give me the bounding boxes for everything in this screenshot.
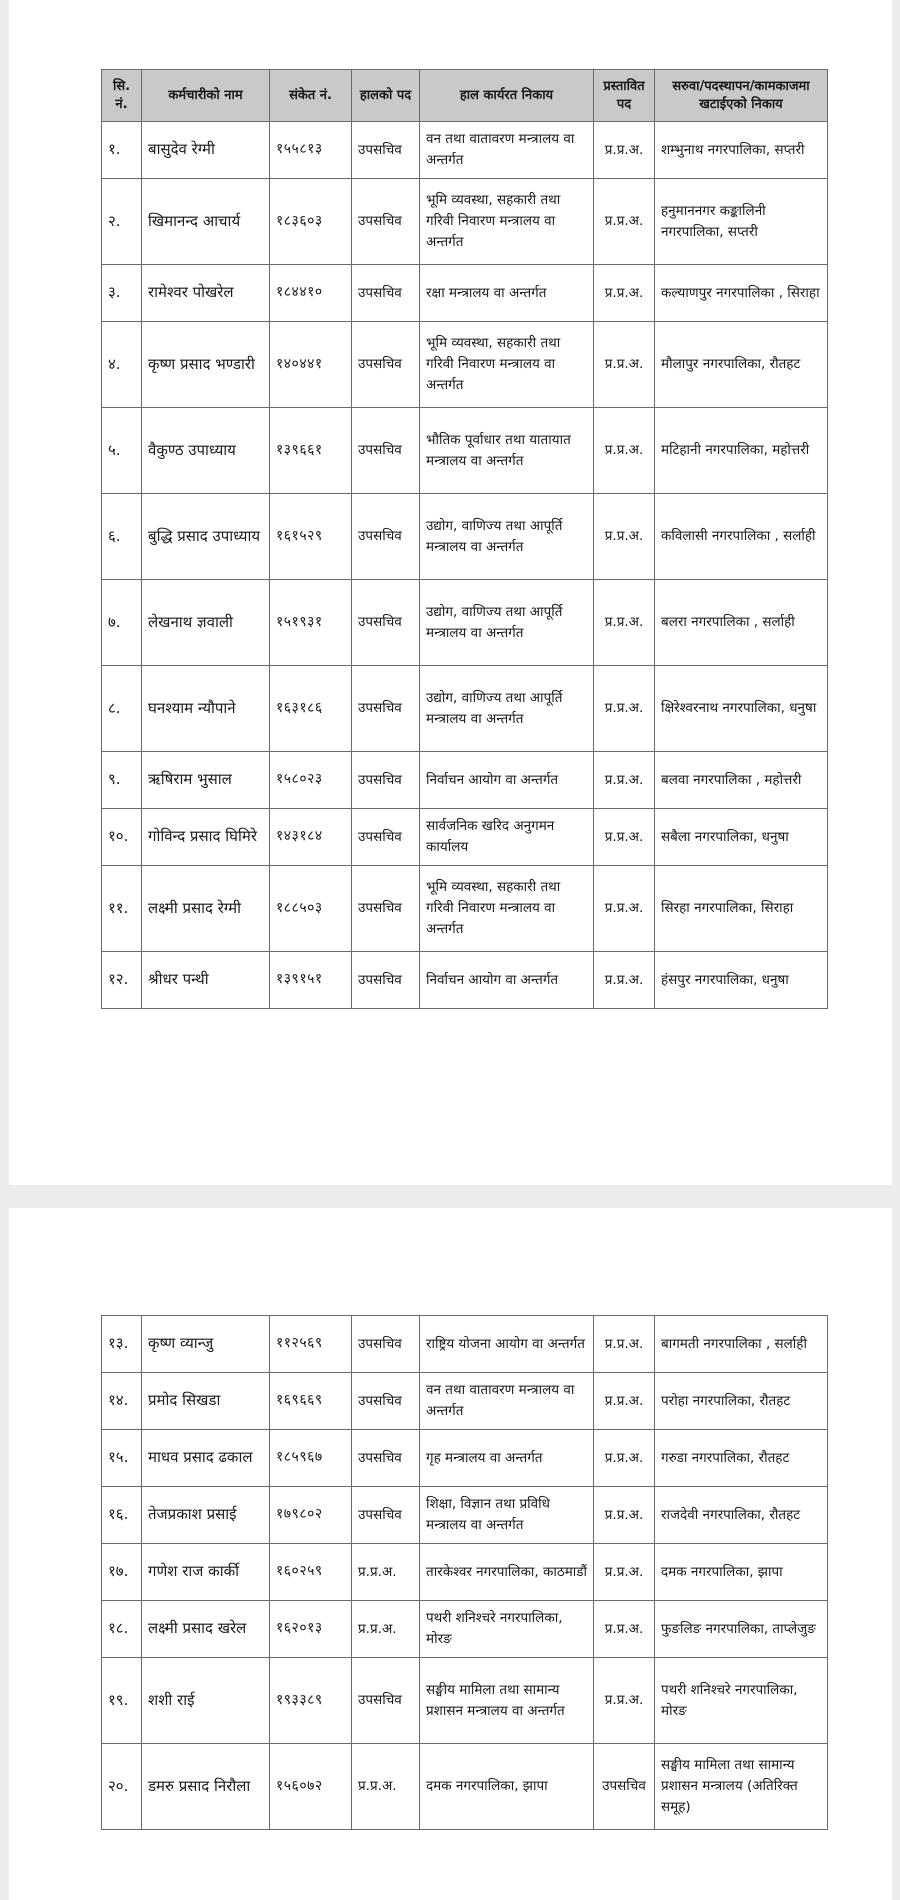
current-office: निर्वाचन आयोग वा अन्तर्गत (420, 752, 594, 809)
row-serial: १९. (102, 1658, 142, 1744)
row-serial: १४. (102, 1373, 142, 1430)
code-number: १६१५२९ (270, 494, 352, 580)
destination-office: सिरहा नगरपालिका, सिराहा (655, 866, 828, 952)
current-office: उद्योग, वाणिज्य तथा आपूर्ति मन्त्रालय वा अन्तर्गत (420, 580, 594, 666)
current-office: उद्योग, वाणिज्य तथा आपूर्ति मन्त्रालय वा अन्तर्गत (420, 666, 594, 752)
table-row (102, 1744, 828, 1830)
employee-name: माधव प्रसाद ढकाल (142, 1430, 270, 1487)
code-number: १४०४४१ (270, 322, 352, 408)
employee-name: बुद्धि प्रसाद उपाध्याय (142, 494, 270, 580)
employee-name: डमरु प्रसाद निरौला (142, 1744, 270, 1830)
table-row (102, 752, 828, 809)
table-row (102, 952, 828, 1009)
employee-name: लेखनाथ ज्ञवाली (142, 580, 270, 666)
current-office: तारकेश्वर नगरपालिका, काठमाडौं (420, 1544, 594, 1601)
employee-name: लक्ष्मी प्रसाद खरेल (142, 1601, 270, 1658)
header-current-post: हालको पद (352, 70, 420, 122)
row-serial: ५. (102, 408, 142, 494)
current-office: भूमि व्यवस्था, सहकारी तथा गरिवी निवारण मन्त्रालय वा अन्तर्गत (420, 322, 594, 408)
proposed-post: प्र.प्र.अ. (594, 1430, 655, 1487)
current-office: गृह मन्त्रालय वा अन्तर्गत (420, 1430, 594, 1487)
current-office: वन तथा वातावरण मन्त्रालय वा अन्तर्गत (420, 1373, 594, 1430)
table-row (102, 265, 828, 322)
current-office: भौतिक पूर्वाधार तथा यातायात मन्त्रालय वा अन्तर्गत (420, 408, 594, 494)
current-post: उपसचिव (352, 1430, 420, 1487)
code-number: १६९६६९ (270, 1373, 352, 1430)
employee-name: प्रमोद सिखडा (142, 1373, 270, 1430)
current-post: उपसचिव (352, 1658, 420, 1744)
header-destination-office: सरुवा/पदस्थापन/कामकाजमा खटाईएको निकाय (655, 70, 828, 122)
table-row (102, 322, 828, 408)
table-row (102, 1373, 828, 1430)
employee-name: घनश्याम न्यौपाने (142, 666, 270, 752)
employee-name: ऋषिराम भुसाल (142, 752, 270, 809)
document-page-2 (9, 1208, 892, 1900)
code-number: १८४४१० (270, 265, 352, 322)
code-number: १५८०२३ (270, 752, 352, 809)
employee-name: गोविन्द प्रसाद घिमिरे (142, 809, 270, 866)
current-post: उपसचिव (352, 1316, 420, 1373)
code-number: १८३६०३ (270, 179, 352, 265)
employee-name: कृष्ण व्यान्जु (142, 1316, 270, 1373)
proposed-post: उपसचिव (594, 1744, 655, 1830)
table-row (102, 1430, 828, 1487)
destination-office: बागमती नगरपालिका , सर्लाही (655, 1316, 828, 1373)
row-serial: ६. (102, 494, 142, 580)
destination-office: शम्भुनाथ नगरपालिका, सप्तरी (655, 122, 828, 179)
table-row (102, 666, 828, 752)
current-post: उपसचिव (352, 752, 420, 809)
current-office: भूमि व्यवस्था, सहकारी तथा गरिवी निवारण मन्त्रालय वा अन्तर्गत (420, 866, 594, 952)
current-office: सार्वजनिक खरिद अनुगमन कार्यालय (420, 809, 594, 866)
destination-office: कल्याणपुर नगरपालिका , सिराहा (655, 265, 828, 322)
destination-office: हनुमाननगर कङ्कालिनी नगरपालिका, सप्तरी (655, 179, 828, 265)
proposed-post: प्र.प्र.अ. (594, 322, 655, 408)
header-current-office: हाल कार्यरत निकाय (420, 70, 594, 122)
destination-office: सङ्घीय मामिला तथा सामान्य प्रशासन मन्त्रालय (अतिरिक्त समूह) (655, 1744, 828, 1830)
current-office: रक्षा मन्त्रालय वा अन्तर्गत (420, 265, 594, 322)
code-number: १६३१८६ (270, 666, 352, 752)
proposed-post: प्र.प्र.अ. (594, 952, 655, 1009)
header-serial: सि. नं. (102, 70, 142, 122)
table-row (102, 1487, 828, 1544)
current-post: उपसचिव (352, 322, 420, 408)
current-post: उपसचिव (352, 666, 420, 752)
table-row (102, 494, 828, 580)
table-row (102, 179, 828, 265)
code-number: १३९६६१ (270, 408, 352, 494)
row-serial: ३. (102, 265, 142, 322)
destination-office: मटिहानी नगरपालिका, महोत्तरी (655, 408, 828, 494)
header-code-number: संकेत नं. (270, 70, 352, 122)
destination-office: हंसपुर नगरपालिका, धनुषा (655, 952, 828, 1009)
destination-office: गरुडा नगरपालिका, रौतहट (655, 1430, 828, 1487)
destination-office: बलवा नगरपालिका , महोत्तरी (655, 752, 828, 809)
code-number: १५५८१३ (270, 122, 352, 179)
employee-name: तेजप्रकाश प्रसाई (142, 1487, 270, 1544)
row-serial: ८. (102, 666, 142, 752)
code-number: ११२५६९ (270, 1316, 352, 1373)
employee-name: रामेश्वर पोखरेल (142, 265, 270, 322)
current-office: पथरी शनिश्चरे नगरपालिका, मोरङ (420, 1601, 594, 1658)
row-serial: १३. (102, 1316, 142, 1373)
current-post: उपसचिव (352, 866, 420, 952)
proposed-post: प्र.प्र.अ. (594, 1487, 655, 1544)
table-row (102, 1601, 828, 1658)
code-number: १४३१८४ (270, 809, 352, 866)
code-number: १५१९३१ (270, 580, 352, 666)
current-post: उपसचिव (352, 809, 420, 866)
code-number: १६०२५९ (270, 1544, 352, 1601)
current-post: प्र.प्र.अ. (352, 1744, 420, 1830)
proposed-post: प्र.प्र.अ. (594, 809, 655, 866)
current-post: उपसचिव (352, 122, 420, 179)
code-number: १३९१५१ (270, 952, 352, 1009)
destination-office: क्षिरेश्वरनाथ नगरपालिका, धनुषा (655, 666, 828, 752)
row-serial: १५. (102, 1430, 142, 1487)
current-office: भूमि व्यवस्था, सहकारी तथा गरिवी निवारण मन्त्रालय वा अन्तर्गत (420, 179, 594, 265)
current-office: निर्वाचन आयोग वा अन्तर्गत (420, 952, 594, 1009)
row-serial: १६. (102, 1487, 142, 1544)
employee-name: बासुदेव रेग्मी (142, 122, 270, 179)
current-post: प्र.प्र.अ. (352, 1601, 420, 1658)
current-post: उपसचिव (352, 1487, 420, 1544)
table-row (102, 1544, 828, 1601)
destination-office: पथरी शनिश्चरे नगरपालिका, मोरङ (655, 1658, 828, 1744)
destination-office: फुङलिङ नगरपालिका, ताप्लेजुङ (655, 1601, 828, 1658)
proposed-post: प्र.प्र.अ. (594, 408, 655, 494)
proposed-post: प्र.प्र.अ. (594, 866, 655, 952)
code-number: १८५९६७ (270, 1430, 352, 1487)
current-post: उपसचिव (352, 580, 420, 666)
current-post: प्र.प्र.अ. (352, 1544, 420, 1601)
row-serial: १७. (102, 1544, 142, 1601)
document-page-1 (9, 0, 892, 1185)
current-office: दमक नगरपालिका, झापा (420, 1744, 594, 1830)
proposed-post: प्र.प्र.अ. (594, 666, 655, 752)
current-office: वन तथा वातावरण मन्त्रालय वा अन्तर्गत (420, 122, 594, 179)
current-post: उपसचिव (352, 408, 420, 494)
transfer-table-part-1 (101, 69, 828, 1009)
row-serial: १०. (102, 809, 142, 866)
current-post: उपसचिव (352, 1373, 420, 1430)
row-serial: २. (102, 179, 142, 265)
proposed-post: प्र.प्र.अ. (594, 1544, 655, 1601)
employee-name: कृष्ण प्रसाद भण्डारी (142, 322, 270, 408)
employee-name: शशी राई (142, 1658, 270, 1744)
table-row (102, 408, 828, 494)
table-row (102, 866, 828, 952)
table-row (102, 122, 828, 179)
code-number: १९३३८९ (270, 1658, 352, 1744)
row-serial: ११. (102, 866, 142, 952)
destination-office: बलरा नगरपालिका , सर्लाही (655, 580, 828, 666)
proposed-post: प्र.प्र.अ. (594, 122, 655, 179)
employee-name: खिमानन्द आचार्य (142, 179, 270, 265)
current-office: राष्ट्रिय योजना आयोग वा अन्तर्गत (420, 1316, 594, 1373)
row-serial: १. (102, 122, 142, 179)
destination-office: राजदेवी नगरपालिका, रौतहट (655, 1487, 828, 1544)
destination-office: परोहा नगरपालिका, रौतहट (655, 1373, 828, 1430)
table-row (102, 580, 828, 666)
employee-name: गणेश राज कार्की (142, 1544, 270, 1601)
row-serial: ७. (102, 580, 142, 666)
proposed-post: प्र.प्र.अ. (594, 1601, 655, 1658)
proposed-post: प्र.प्र.अ. (594, 1316, 655, 1373)
destination-office: मौलापुर नगरपालिका, रौतहट (655, 322, 828, 408)
table-row (102, 1316, 828, 1373)
current-office: सङ्घीय मामिला तथा सामान्य प्रशासन मन्त्रालय वा अन्तर्गत (420, 1658, 594, 1744)
code-number: १८८५०३ (270, 866, 352, 952)
employee-name: लक्ष्मी प्रसाद रेग्मी (142, 866, 270, 952)
table-row (102, 1658, 828, 1744)
code-number: १५६०७२ (270, 1744, 352, 1830)
current-post: उपसचिव (352, 952, 420, 1009)
employee-name: वैकुण्ठ उपाध्याय (142, 408, 270, 494)
row-serial: २०. (102, 1744, 142, 1830)
current-office: उद्योग, वाणिज्य तथा आपूर्ति मन्त्रालय वा अन्तर्गत (420, 494, 594, 580)
current-post: उपसचिव (352, 179, 420, 265)
row-serial: ९. (102, 752, 142, 809)
current-post: उपसचिव (352, 265, 420, 322)
header-proposed-post: प्रस्तावित पद (594, 70, 655, 122)
transfer-table-part-2 (101, 1315, 828, 1830)
destination-office: सबैला नगरपालिका, धनुषा (655, 809, 828, 866)
table-header-row (102, 70, 828, 122)
row-serial: ४. (102, 322, 142, 408)
proposed-post: प्र.प्र.अ. (594, 179, 655, 265)
header-employee-name: कर्मचारीको नाम (142, 70, 270, 122)
current-post: उपसचिव (352, 494, 420, 580)
current-office: शिक्षा, विज्ञान तथा प्रविधि मन्त्रालय वा अन्तर्गत (420, 1487, 594, 1544)
proposed-post: प्र.प्र.अ. (594, 1373, 655, 1430)
row-serial: १८. (102, 1601, 142, 1658)
proposed-post: प्र.प्र.अ. (594, 1658, 655, 1744)
proposed-post: प्र.प्र.अ. (594, 580, 655, 666)
code-number: १६२०१३ (270, 1601, 352, 1658)
proposed-post: प्र.प्र.अ. (594, 494, 655, 580)
employee-name: श्रीधर पन्थी (142, 952, 270, 1009)
destination-office: दमक नगरपालिका, झापा (655, 1544, 828, 1601)
proposed-post: प्र.प्र.अ. (594, 265, 655, 322)
destination-office: कविलासी नगरपालिका , सर्लाही (655, 494, 828, 580)
proposed-post: प्र.प्र.अ. (594, 752, 655, 809)
table-row (102, 809, 828, 866)
code-number: १७९८०२ (270, 1487, 352, 1544)
row-serial: १२. (102, 952, 142, 1009)
